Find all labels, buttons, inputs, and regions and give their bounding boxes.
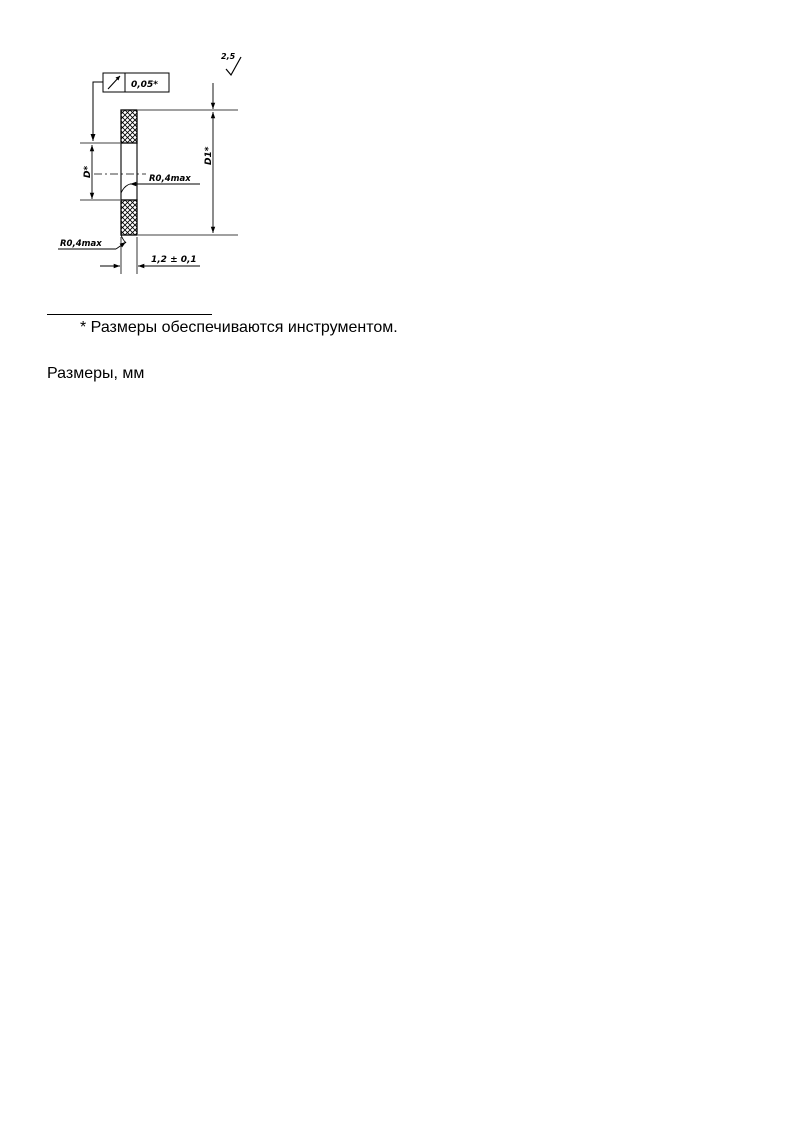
inner-diameter-label: D* xyxy=(83,165,93,178)
inner-radius-callout xyxy=(130,174,200,184)
outer-diameter-dimension xyxy=(204,83,214,233)
outer-diameter-label: D1* xyxy=(204,146,214,165)
thickness-dimension xyxy=(100,237,200,274)
lower-hatched-section xyxy=(121,200,137,235)
upper-hatched-section xyxy=(121,110,137,143)
inner-radius-label: R0,4max xyxy=(149,174,191,184)
inner-diameter-dimension xyxy=(83,145,93,199)
runout-tolerance-value: 0,05* xyxy=(131,80,158,90)
units-caption: Размеры, мм xyxy=(47,365,145,382)
outer-radius-label: R0,4max xyxy=(60,239,102,249)
outer-radius-callout xyxy=(58,239,126,249)
footnote-separator xyxy=(47,314,212,315)
washer-drawing-svg xyxy=(50,45,260,285)
washer-section xyxy=(121,110,137,243)
technical-drawing xyxy=(50,45,260,285)
roughness-value: 2,5 xyxy=(221,52,236,61)
footnote: * Размеры обеспечиваются инструментом. xyxy=(80,319,398,336)
roughness-symbol xyxy=(221,52,241,75)
thickness-label: 1,2 ± 0,1 xyxy=(151,255,197,265)
